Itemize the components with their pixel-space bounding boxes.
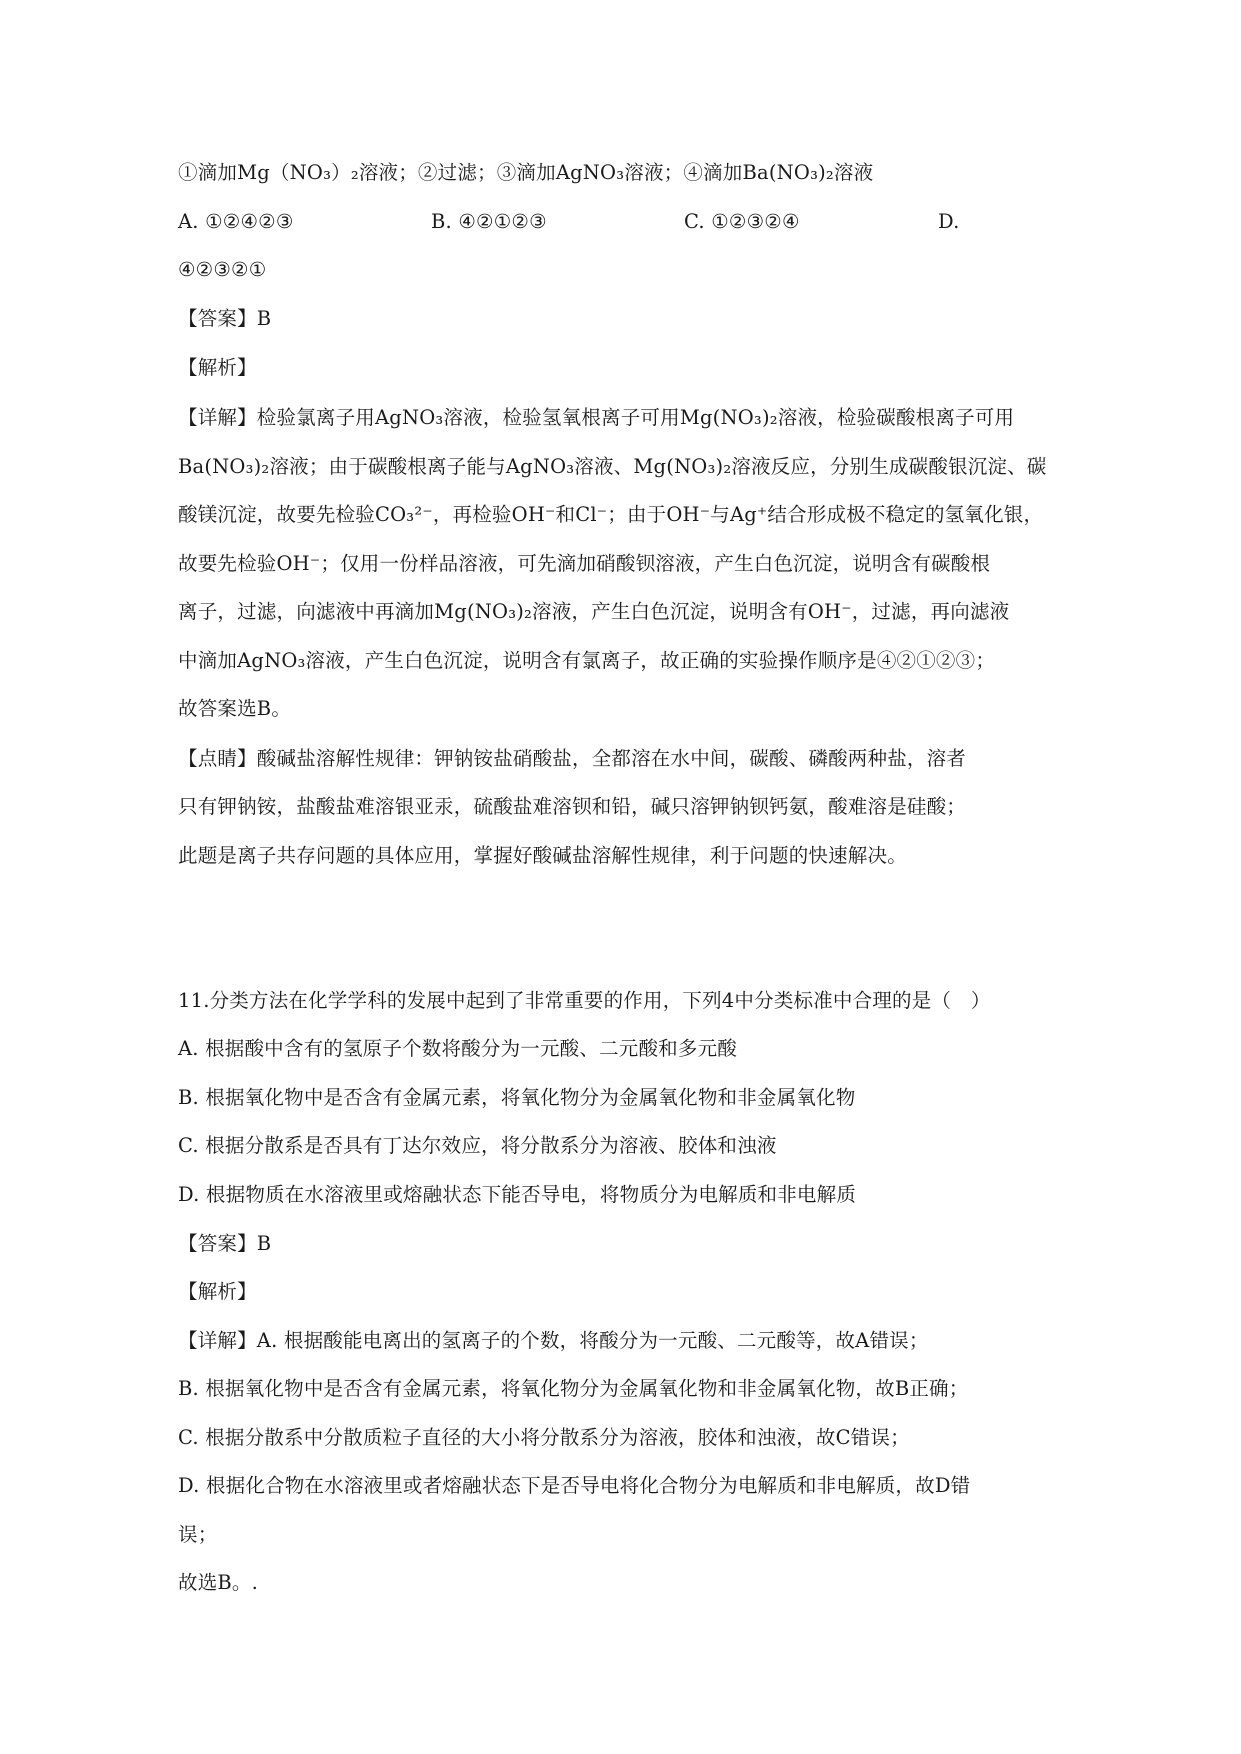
- q10-detail-line: 故答案选B。: [178, 697, 292, 720]
- q10-detail-line: 中滴加AgNO₃溶液，产生白色沉淀，说明含有氯离子，故正确的实验操作顺序是④②①②③；: [178, 649, 996, 672]
- q11-option-b: B. 根据氧化物中是否含有金属元素，将氧化物分为金属氧化物和非金属氧化物: [178, 1086, 856, 1109]
- q10-option-c-text: ①②③②④: [711, 210, 800, 233]
- q11-stem: 11.分类方法在化学学科的发展中起到了非常重要的作用，下列4中分类标准中合理的是（ ）: [178, 989, 991, 1012]
- q10-option-a: [178, 207, 294, 237]
- q10-option-b-text: ④②①②③: [458, 210, 547, 233]
- q10-detail-line: Ba(NO₃)₂溶液；由于碳酸根离子能与AgNO₃溶液、Mg(NO₃)₂溶液反应，分别生成碳酸银沉淀、碳: [178, 455, 1047, 478]
- q10-tip-line: 【点睛】酸碱盐溶解性规律：钾钠铵盐硝酸盐，全都溶在水中间，碳酸、磷酸两种盐，溶者: [178, 747, 967, 770]
- q10-option-a-label: A.: [178, 210, 199, 233]
- q10-reagents-line: ①滴加Mg（NO₃）₂溶液；②过滤；③滴加AgNO₃溶液；④滴加Ba(NO₃)₂溶液: [178, 161, 874, 184]
- q11-analysis-heading: 【解析】: [178, 1280, 257, 1303]
- q10-detail-line: 【详解】检验氯离子用AgNO₃溶液，检验氢氧根离子可用Mg(NO₃)₂溶液，检验碳酸根离子可用: [178, 406, 1015, 429]
- q11-option-c: C. 根据分散系是否具有丁达尔效应，将分散系分为溶液、胶体和浊液: [178, 1134, 777, 1157]
- q11-option-a: A. 根据酸中含有的氢原子个数将酸分为一元酸、二元酸和多元酸: [178, 1037, 737, 1060]
- q10-tip-line: 只有钾钠铵，盐酸盐难溶银亚汞，硫酸盐难溶钡和铅，碱只溶钾钠钡钙氨，酸难溶是硅酸；: [178, 795, 967, 818]
- q10-option-c: [684, 207, 800, 237]
- q11-detail-line: C. 根据分散系中分散质粒子直径的大小将分散系分为溶液，胶体和浊液，故C错误；: [178, 1426, 910, 1449]
- q11-answer: 【答案】B: [178, 1232, 272, 1255]
- q10-answer: 【答案】B: [178, 307, 272, 330]
- q10-detail-line: 酸镁沉淀，故要先检验CO₃²⁻，再检验OH⁻和Cl⁻；由于OH⁻与Ag⁺结合形成极不稳定的氢氧化银，: [178, 503, 1044, 526]
- q11-detail-line: D. 根据化合物在水溶液里或者熔融状态下是否导电将化合物分为电解质和非电解质，故D错: [178, 1474, 971, 1497]
- q10-option-b-label: B.: [431, 210, 452, 233]
- q10-option-a-text: ①②④②③: [205, 210, 294, 233]
- q10-option-b: [431, 207, 547, 237]
- q11-option-d: D. 根据物质在水溶液里或熔融状态下能否导电，将物质分为电解质和非电解质: [178, 1183, 857, 1206]
- q10-tip-line: 此题是离子共存问题的具体应用，掌握好酸碱盐溶解性规律，利于问题的快速解决。: [178, 844, 907, 867]
- q10-option-d: [938, 207, 960, 237]
- q11-detail-line: 故选B。.: [178, 1571, 259, 1594]
- q10-detail-line: 故要先检验OH⁻；仅用一份样品溶液，可先滴加硝酸钡溶液，产生白色沉淀，说明含有碳酸根: [178, 552, 991, 575]
- q11-detail-line: B. 根据氧化物中是否含有金属元素，将氧化物分为金属氧化物和非金属氧化物，故B正确；: [178, 1377, 969, 1400]
- q10-option-c-label: C.: [684, 210, 705, 233]
- q11-detail-line: 【详解】A. 根据酸能电离出的氢离子的个数，将酸分为一元酸、二元酸等，故A错误；: [178, 1329, 929, 1352]
- q10-option-d-text: ④②③②①: [178, 258, 267, 281]
- q10-detail-line: 离子，过滤，向滤液中再滴加Mg(NO₃)₂溶液，产生白色沉淀，说明含有OH⁻，过滤，再向滤液: [178, 600, 1010, 623]
- q10-option-d-label: D.: [938, 210, 960, 233]
- q10-analysis-heading: 【解析】: [178, 356, 257, 379]
- q11-detail-line: 误；: [178, 1523, 218, 1546]
